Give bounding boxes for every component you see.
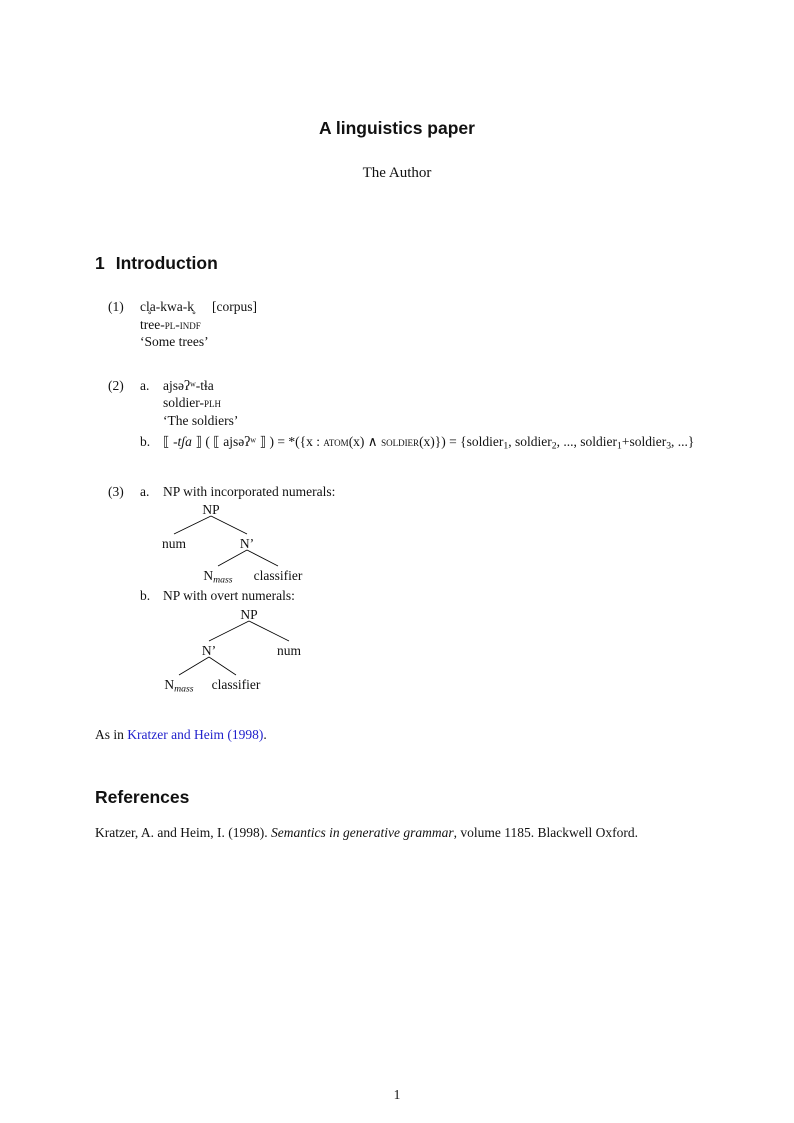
tree-node-num: num [161,535,187,551]
example-3b [140,587,794,697]
section-title: Introduction [115,253,218,273]
tree-node-classifier: classifier [211,677,261,693]
paper-author: The Author [362,164,432,181]
example-1-translation: ‘Some trees’ [140,334,209,349]
example-1-corpus-tag: [corpus] [211,299,257,314]
example-2b [140,433,794,455]
example-2-number: (2) [108,377,124,393]
example-3b-label: b. [140,587,151,603]
example-1 [108,298,794,351]
page-number: 1 [393,1086,401,1102]
example-3b-caption: NP with overt numerals: [163,587,295,603]
tree-node-np: NP [240,607,258,623]
references-heading: References [95,786,190,807]
citation-paragraph [95,726,794,744]
tree-node-nmass: $N_{mass}$ [164,677,194,695]
citation-prefix: As in [95,727,128,743]
tree-diagram-overt [155,606,415,696]
example-1-number: (1) [108,299,124,314]
tree-node-num: num [276,643,302,659]
example-2a-label: a. [140,377,150,393]
example-2a-translation: ‘The soldiers’ [163,412,239,428]
tree-node-nmass: $N_{mass}$ [203,567,233,586]
example-3-number: (3) [108,484,124,500]
example-2a-word: ajsəʔʷ-tɬa [163,377,214,393]
example-2b-label: b. [140,434,151,449]
citation-suffix: . [263,727,267,743]
tree-node-classifier: classifier [253,567,303,583]
reference-entry: Kratzer, A. and Heim, I. (1998). Semantics in generative grammar, volume 1185. Blackwell Oxford. [95,824,638,840]
example-2a [140,377,794,430]
example-2 [108,377,794,456]
denotation-formula: ⟦ -tʃa ⟧ ( ⟦ ajsəʔʷ ⟧ ) = *({x : atom(x) ∧ soldier(x)}) = {soldier$_1$, soldier$_2$, ..., soldier$_1$+soldier$_3$, ...} [163,434,695,452]
citation-link[interactable]: Kratzer and Heim (1998) [127,727,264,743]
example-3a-label: a. [140,484,150,500]
tree-diagram-incorporated [155,501,415,587]
example-3 [108,483,794,696]
paper-title: A linguistics paper [319,118,475,138]
section-heading [95,252,794,274]
example-3a-caption: NP with incorporated numerals: [163,484,336,500]
example-2a-gloss: soldier-plh [163,395,221,410]
example-3a [140,483,794,696]
tree-node-nbar: N’ [239,535,255,551]
example-1-word: cl̥a-kwa-k̥ [140,299,194,314]
example-1-gloss: tree-pl-indf [140,316,201,332]
tree-node-nbar: N’ [201,643,217,659]
tree-node-np: NP [202,501,220,517]
section-number: 1 [95,253,105,273]
